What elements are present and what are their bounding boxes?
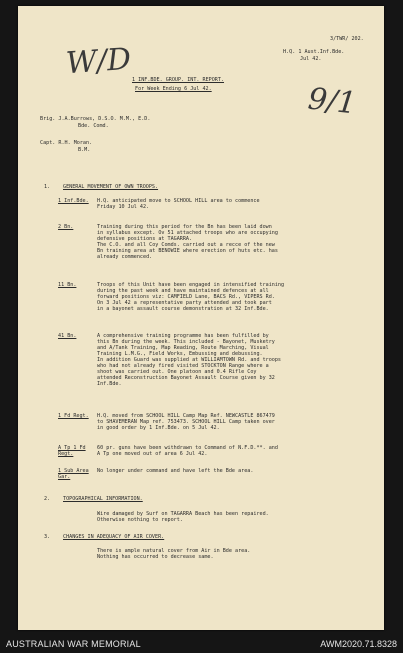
section-2-title: TOPOGRAPHICAL INFORMATION. [63,496,143,502]
section-1-title: GENERAL MOVEMENT OF OWN TROOPS. [63,184,159,190]
entry-7-head: 1 Sub Area [58,468,89,474]
entry-6-line: 60 pr. guns have been withdrawn to Command of N.F.D.**. and [97,445,278,451]
section-3-number: 3. [44,534,51,540]
handwritten-wd: W/D [64,41,133,82]
entry-6-head: A Tp 1 Fd [58,445,86,451]
report-title: 1 INF.BDE. GROUP. INT. REPORT. [132,77,225,83]
commander-role: Bde. Comd. [78,123,109,129]
section-3-title: CHANGES IN ADEQUACY OF AIR COVER. [63,534,165,540]
entry-4-line: and A/Tank Training, Map Reading, Route Marching, Visual [97,345,269,351]
entry-4-line: A comprehensive training programme has been fulfilled by [97,333,269,339]
doc-ref: 3/TWR/ 202. [330,36,364,42]
entry-4-head: 41 Bn. [58,333,77,339]
entry-3-line: forward positions viz: CAMFIELD Lane, BACS Rd., VIPERS Rd. [97,294,275,300]
entry-2-head: 2 Bn. [58,224,74,230]
footer-accession-number: AWM2020.71.8328 [320,639,397,649]
entry-4-line: Training L.M.G., Field Works, Embussing and debussing. [97,351,263,357]
section-1-number: 1. [44,184,51,190]
entry-4-line: who had not already fired visited STOCKTON Range where a [97,363,269,369]
entry-3-line: during the past week and have maintained defences at all [97,288,269,294]
entry-1-line: H.Q. anticipated move to SCHOOL HILL area to commence [97,198,260,204]
archive-footer [0,632,403,653]
section-3-line: There is ample natural cover from Air in Bde area. [97,548,251,554]
entry-7-head-cont: Gar. [58,474,71,480]
entry-5-line: in good order by 1 Inf.Bde. on 5 Jul 42. [97,425,220,431]
brigade-major-role: B.M. [78,147,91,153]
entry-2-line: in syllabus except. Ov 51 attached troops who are occupying [97,230,278,236]
entry-5-head: 1 Fd Regt. [58,413,89,419]
brigade-major-name: Capt. R.H. Moran. [40,140,93,146]
entry-4-line: this Bn during the week. This included - Bayonet, Musketry [97,339,275,345]
entry-2-line: The C.O. and all Coy Comds. carried out a recce of the new [97,242,275,248]
doc-date: Jul 42. [300,56,322,62]
entry-2-line: Training during this period for the Bn has been laid down [97,224,272,230]
commander-name: Brig. J.A.Burrows, D.S.O. M.M., E.D. [40,116,151,122]
entry-1-line: Friday 10 Jul 42. [97,204,150,210]
entry-4-line: attended Reconstruction Bayonet Assault Course given by 32 [97,375,275,381]
entry-5-line: H.Q. moved from SCHOOL HILL Camp Map Ref. NEWCASTLE 867479 [97,413,275,419]
entry-3-head: 11 Bn. [58,282,77,288]
entry-3-line: Troops of this Unit have been engaged in intensified training [97,282,285,288]
entry-2-line: defensive positions at TAGARRA. [97,236,193,242]
entry-7-line: No longer under command and have left the Bde area. [97,468,254,474]
entry-3-line: On 3 Jul 42 a representative party attended and took part [97,300,272,306]
report-subtitle: For Week Ending 6 Jul 42. [135,86,212,92]
section-2-number: 2. [44,496,51,502]
section-2-line: Wire damaged by Surf on TAGARRA Beach has been repaired. [97,511,269,517]
footer-institution: AUSTRALIAN WAR MEMORIAL [6,639,141,649]
entry-2-line: already commenced. [97,254,153,260]
handwritten-page-number: 9/1 [306,81,358,122]
entry-4-line: In addition Guard was supplied at WILLIAMTOWN Rd. and troops [97,357,282,363]
entry-3-line: in a bayonet assault course demonstration at 32 Inf.Bde. [97,306,269,312]
entry-5-line: to SHAVEMERAN Map ref. 753473. SCHOOL HILL Camp taken over [97,419,275,425]
entry-4-line: shoot was carried out. One platoon and 0.4 Rifle Coy [97,369,257,375]
section-3-line: Nothing has occurred to decrease same. [97,554,214,560]
doc-hq: H.Q. 1 Aust.Inf.Bde. [283,49,345,55]
entry-2-line: Bn training area at BENOWIE where erection of huts etc. has [97,248,278,254]
section-2-line: Otherwise nothing to report. [97,517,183,523]
entry-4-line: Inf.Bde. [97,381,122,387]
entry-6-head-cont: Regt. [58,451,74,457]
document-page [18,6,384,630]
entry-6-line: A Tp one moved out of area 6 Jul 42. [97,451,208,457]
entry-1-head: 1 Inf.Bde. [58,198,89,204]
